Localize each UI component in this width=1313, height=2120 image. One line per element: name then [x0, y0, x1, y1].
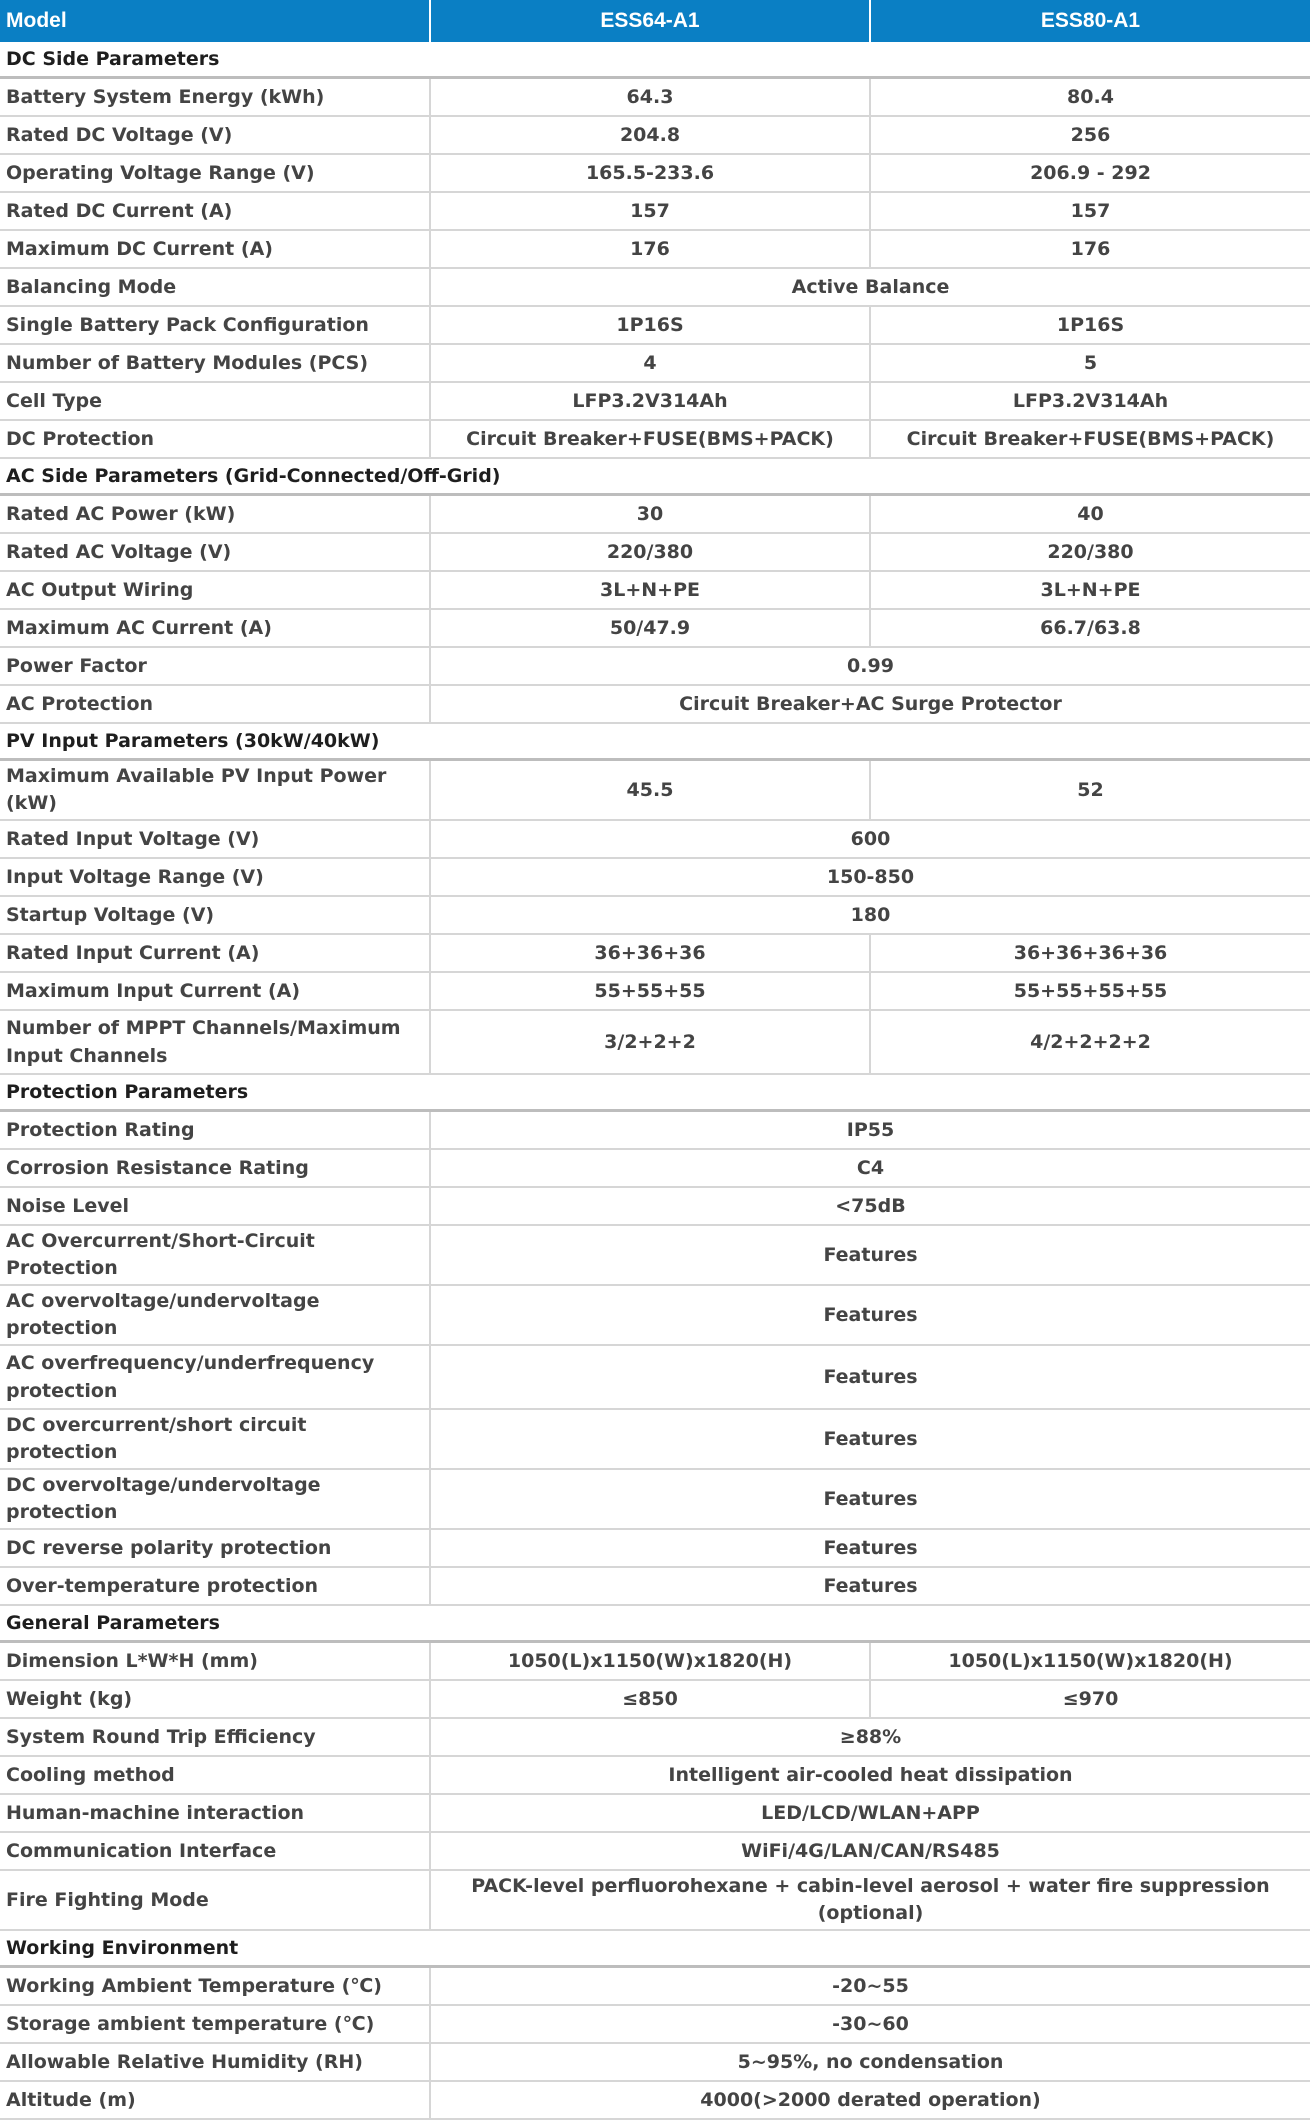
- section-title: AC Side Parameters (Grid-Connected/Off-Grid): [0, 458, 1310, 495]
- parameter-value-model-b: 206.9 - 292: [870, 154, 1310, 192]
- parameter-label: Rated DC Voltage (V): [0, 116, 430, 154]
- parameter-label: Maximum AC Current (A): [0, 609, 430, 647]
- parameter-value-shared: 5~95%, no condensation: [430, 2043, 1310, 2081]
- parameter-value-shared: C4: [430, 1149, 1310, 1187]
- parameter-value-shared: LED/LCD/WLAN+APP: [430, 1794, 1310, 1832]
- parameter-value-shared: Intelligent air-cooled heat dissipation: [430, 1756, 1310, 1794]
- table-row: [0, 1870, 1310, 1930]
- parameter-value-model-a: 165.5-233.6: [430, 154, 870, 192]
- parameter-label: Working Ambient Temperature (℃): [0, 1967, 430, 2006]
- table-row: [0, 1469, 1310, 1529]
- parameter-value-model-b: 66.7/63.8: [870, 609, 1310, 647]
- parameter-label: Altitude (m): [0, 2081, 430, 2119]
- table-row: [0, 1225, 1310, 1285]
- table-row: [0, 1187, 1310, 1225]
- section-header-row: [0, 1605, 1310, 1642]
- section-header-row: [0, 42, 1310, 78]
- parameter-value-model-a: 3L+N+PE: [430, 571, 870, 609]
- table-row: [0, 1642, 1310, 1681]
- parameter-value-shared: WiFi/4G/LAN/CAN/RS485: [430, 1832, 1310, 1870]
- parameter-value-model-b: 1050(L)x1150(W)x1820(H): [870, 1642, 1310, 1681]
- parameter-label: Rated Input Voltage (V): [0, 820, 430, 858]
- parameter-label: System Round Trip Efficiency: [0, 1718, 430, 1756]
- parameter-value-shared: Circuit Breaker+AC Surge Protector: [430, 685, 1310, 723]
- parameter-value-model-b: 157: [870, 192, 1310, 230]
- parameter-value-shared: 4000(>2000 derated operation): [430, 2081, 1310, 2119]
- table-row: [0, 1680, 1310, 1718]
- parameter-value-model-a: 4: [430, 344, 870, 382]
- parameter-label: AC Protection: [0, 685, 430, 723]
- parameter-value-shared: Features: [430, 1409, 1310, 1469]
- table-row: [0, 934, 1310, 972]
- table-row: [0, 858, 1310, 896]
- table-row: [0, 1345, 1310, 1409]
- parameter-label: Number of Battery Modules (PCS): [0, 344, 430, 382]
- table-row: [0, 1967, 1310, 2006]
- table-row: [0, 230, 1310, 268]
- parameter-value-model-a: 1P16S: [430, 306, 870, 344]
- table-row: [0, 306, 1310, 344]
- parameter-label: Protection Rating: [0, 1111, 430, 1150]
- parameter-value-model-a: 45.5: [430, 760, 870, 821]
- parameter-value-model-a: ≤850: [430, 1680, 870, 1718]
- parameter-label: DC overcurrent/short circuit protection: [0, 1409, 430, 1469]
- parameter-value-model-b: 5: [870, 344, 1310, 382]
- parameter-value-model-a: 30: [430, 495, 870, 534]
- table-row: [0, 820, 1310, 858]
- parameter-value-model-b: 256: [870, 116, 1310, 154]
- parameter-value-model-b: 52: [870, 760, 1310, 821]
- parameter-value-model-b: 36+36+36+36: [870, 934, 1310, 972]
- parameter-value-shared: Features: [430, 1225, 1310, 1285]
- parameter-value-model-b: ≤970: [870, 1680, 1310, 1718]
- table-row: [0, 647, 1310, 685]
- table-row: [0, 1149, 1310, 1187]
- parameter-value-shared: -30~60: [430, 2005, 1310, 2043]
- table-row: [0, 1567, 1310, 1605]
- model-a-header: ESS64-A1: [430, 0, 870, 42]
- table-row: [0, 609, 1310, 647]
- parameter-label: Storage ambient temperature (℃): [0, 2005, 430, 2043]
- parameter-label: Battery System Energy (kWh): [0, 78, 430, 117]
- table-row: [0, 571, 1310, 609]
- table-row: [0, 2043, 1310, 2081]
- parameter-value-model-a: 64.3: [430, 78, 870, 117]
- parameter-value-model-a: 176: [430, 230, 870, 268]
- parameter-value-model-b: 4/2+2+2+2: [870, 1010, 1310, 1074]
- parameter-label: Input Voltage Range (V): [0, 858, 430, 896]
- table-row: [0, 1010, 1310, 1074]
- parameter-label: Allowable Relative Humidity (RH): [0, 2043, 430, 2081]
- parameter-value-model-b: 3L+N+PE: [870, 571, 1310, 609]
- parameter-value-shared: IP55: [430, 1111, 1310, 1150]
- parameter-value-model-a: 157: [430, 192, 870, 230]
- parameter-label: Noise Level: [0, 1187, 430, 1225]
- parameter-value-model-a: 220/380: [430, 533, 870, 571]
- table-row: [0, 685, 1310, 723]
- table-row: [0, 533, 1310, 571]
- table-row: [0, 1111, 1310, 1150]
- parameter-value-shared: Features: [430, 1567, 1310, 1605]
- table-row: [0, 972, 1310, 1010]
- parameter-label: AC Output Wiring: [0, 571, 430, 609]
- parameter-label: DC overvoltage/undervoltage protection: [0, 1469, 430, 1529]
- table-row: [0, 154, 1310, 192]
- table-row: [0, 896, 1310, 934]
- parameter-value-model-b: Circuit Breaker+FUSE(BMS+PACK): [870, 420, 1310, 458]
- parameter-label: Cell Type: [0, 382, 430, 420]
- parameter-value-model-b: 220/380: [870, 533, 1310, 571]
- table-row: [0, 1794, 1310, 1832]
- parameter-label: Balancing Mode: [0, 268, 430, 306]
- parameter-value-model-b: 176: [870, 230, 1310, 268]
- section-header-row: [0, 1074, 1310, 1111]
- parameter-value-shared: Active Balance: [430, 268, 1310, 306]
- section-title: General Parameters: [0, 1605, 1310, 1642]
- parameter-label: Weight (kg): [0, 1680, 430, 1718]
- parameter-label: Rated AC Voltage (V): [0, 533, 430, 571]
- parameter-value-shared: 0.99: [430, 647, 1310, 685]
- parameter-value-model-b: LFP3.2V314Ah: [870, 382, 1310, 420]
- parameter-label: Single Battery Pack Configuration: [0, 306, 430, 344]
- parameter-value-shared: -20~55: [430, 1967, 1310, 2006]
- parameter-value-shared: Features: [430, 1529, 1310, 1567]
- model-b-header: ESS80-A1: [870, 0, 1310, 42]
- parameter-value-model-a: LFP3.2V314Ah: [430, 382, 870, 420]
- header-row: [0, 0, 1310, 42]
- parameter-label: Dimension L*W*H (mm): [0, 1642, 430, 1681]
- section-title: DC Side Parameters: [0, 42, 1310, 78]
- parameter-value-model-b: 1P16S: [870, 306, 1310, 344]
- table-row: [0, 116, 1310, 154]
- table-row: [0, 1409, 1310, 1469]
- table-row: [0, 1832, 1310, 1870]
- parameter-value-shared: 150-850: [430, 858, 1310, 896]
- parameter-label: Power Factor: [0, 647, 430, 685]
- section-header-row: [0, 723, 1310, 760]
- parameter-value-model-a: 36+36+36: [430, 934, 870, 972]
- parameter-label: Over-temperature protection: [0, 1567, 430, 1605]
- parameter-value-model-a: 50/47.9: [430, 609, 870, 647]
- parameter-value-model-a: 204.8: [430, 116, 870, 154]
- parameter-value-shared: <75dB: [430, 1187, 1310, 1225]
- parameter-value-model-a: 3/2+2+2: [430, 1010, 870, 1074]
- parameter-value-model-b: 55+55+55+55: [870, 972, 1310, 1010]
- parameter-label: Fire Fighting Mode: [0, 1870, 430, 1930]
- parameter-label: Startup Voltage (V): [0, 896, 430, 934]
- parameter-value-model-a: 55+55+55: [430, 972, 870, 1010]
- parameter-label: Maximum DC Current (A): [0, 230, 430, 268]
- parameter-label: DC reverse polarity protection: [0, 1529, 430, 1567]
- parameter-label: Human-machine interaction: [0, 1794, 430, 1832]
- table-row: [0, 2005, 1310, 2043]
- table-row: [0, 268, 1310, 306]
- parameter-label: Rated DC Current (A): [0, 192, 430, 230]
- section-header-row: [0, 1930, 1310, 1967]
- section-header-row: [0, 458, 1310, 495]
- table-row: [0, 495, 1310, 534]
- model-header: Model: [0, 0, 430, 42]
- parameter-value-model-b: 80.4: [870, 78, 1310, 117]
- parameter-label: Rated AC Power (kW): [0, 495, 430, 534]
- section-title: Working Environment: [0, 1930, 1310, 1967]
- parameter-value-model-b: 40: [870, 495, 1310, 534]
- parameter-value-shared: PACK-level perfluorohexane + cabin-level aerosol + water fire suppression (optional): [430, 1870, 1310, 1930]
- parameter-value-shared: ≥88%: [430, 1718, 1310, 1756]
- section-title: Protection Parameters: [0, 1074, 1310, 1111]
- parameter-value-model-a: 1050(L)x1150(W)x1820(H): [430, 1642, 870, 1681]
- table-row: [0, 192, 1310, 230]
- parameter-value-model-a: Circuit Breaker+FUSE(BMS+PACK): [430, 420, 870, 458]
- parameter-label: AC overvoltage/undervoltage protection: [0, 1285, 430, 1345]
- table-row: [0, 78, 1310, 117]
- table-row: [0, 1718, 1310, 1756]
- parameter-label: Corrosion Resistance Rating: [0, 1149, 430, 1187]
- table-row: [0, 420, 1310, 458]
- parameter-label: Communication Interface: [0, 1832, 430, 1870]
- parameter-label: Rated Input Current (A): [0, 934, 430, 972]
- parameter-value-shared: 600: [430, 820, 1310, 858]
- table-row: [0, 382, 1310, 420]
- parameter-value-shared: 180: [430, 896, 1310, 934]
- table-row: [0, 1285, 1310, 1345]
- parameter-value-shared: Features: [430, 1285, 1310, 1345]
- parameter-label: DC Protection: [0, 420, 430, 458]
- parameter-label: AC Overcurrent/Short-Circuit Protection: [0, 1225, 430, 1285]
- table-row: [0, 1756, 1310, 1794]
- parameter-label: Operating Voltage Range (V): [0, 154, 430, 192]
- table-row: [0, 344, 1310, 382]
- parameter-label: Cooling method: [0, 1756, 430, 1794]
- parameter-label: Number of MPPT Channels/Maximum Input Channels: [0, 1010, 430, 1074]
- parameter-label: Maximum Available PV Input Power (kW): [0, 760, 430, 821]
- table-row: [0, 2081, 1310, 2119]
- parameter-label: AC overfrequency/underfrequency protection: [0, 1345, 430, 1409]
- table-row: [0, 760, 1310, 821]
- section-title: PV Input Parameters (30kW/40kW): [0, 723, 1310, 760]
- spec-body: [0, 42, 1310, 2119]
- table-row: [0, 1529, 1310, 1567]
- parameter-value-shared: Features: [430, 1469, 1310, 1529]
- parameter-label: Maximum Input Current (A): [0, 972, 430, 1010]
- parameter-value-shared: Features: [430, 1345, 1310, 1409]
